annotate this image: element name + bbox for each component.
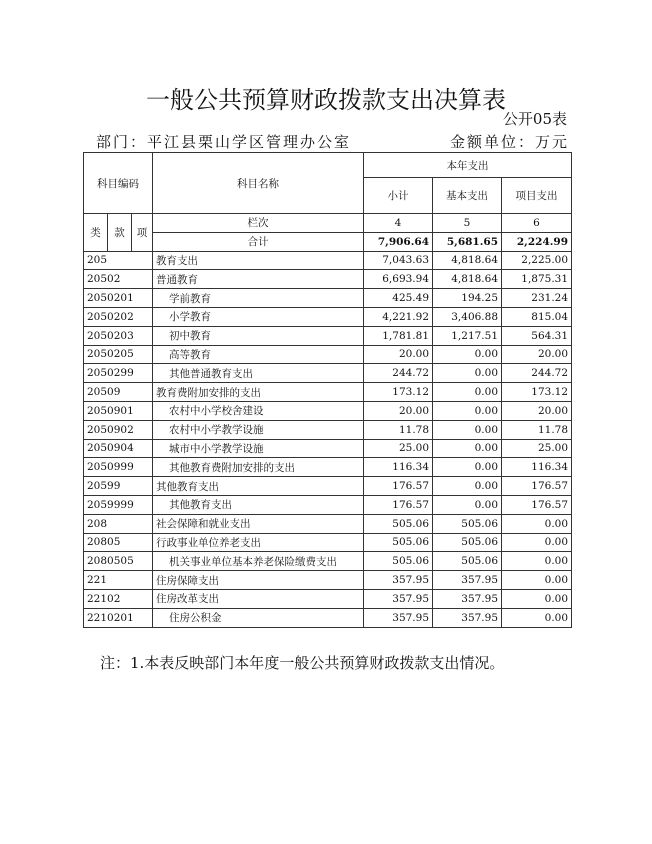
page-title: 一般公共预算财政拨款支出决算表	[146, 86, 506, 114]
table-row	[84, 514, 572, 533]
row-basic: 0.00	[433, 383, 502, 402]
row-basic: 505.06	[433, 514, 502, 533]
row-subtotal: 357.95	[364, 608, 433, 627]
row-code: 208	[84, 514, 153, 533]
table-row	[84, 552, 572, 571]
row-name: 其他教育支出	[153, 495, 364, 514]
header-current-year: 本年支出	[364, 153, 572, 178]
header-subtotal: 小计	[364, 178, 433, 214]
row-name: 农村中小学教学设施	[153, 420, 364, 439]
row-basic: 3,406.88	[433, 307, 502, 326]
total-label: 合计	[153, 232, 364, 251]
row-subtotal: 244.72	[364, 364, 433, 383]
row-basic: 0.00	[433, 401, 502, 420]
row-project: 0.00	[502, 533, 572, 552]
row-code: 20509	[84, 383, 153, 402]
row-project: 231.24	[502, 289, 572, 308]
row-code: 20805	[84, 533, 153, 552]
row-subtotal: 6,693.94	[364, 270, 433, 289]
row-code: 22102	[84, 589, 153, 608]
table-row	[84, 571, 572, 590]
row-code: 20502	[84, 270, 153, 289]
table-row	[84, 533, 572, 552]
total-project: 2,224.99	[502, 232, 572, 251]
row-subtotal: 176.57	[364, 495, 433, 514]
table-row	[84, 589, 572, 608]
row-name: 学前教育	[153, 289, 364, 308]
row-basic: 357.95	[433, 589, 502, 608]
row-code: 2050902	[84, 420, 153, 439]
total-basic: 5,681.65	[433, 232, 502, 251]
table-row	[84, 439, 572, 458]
row-project: 244.72	[502, 364, 572, 383]
row-code: 2050299	[84, 364, 153, 383]
footnote: 注：1.本表反映部门本年度一般公共预算财政拨款支出情况。	[100, 654, 505, 672]
unit-label: 金额单位：万元	[449, 133, 569, 151]
table-row	[84, 289, 572, 308]
table-row	[84, 307, 572, 326]
row-code: 2050904	[84, 439, 153, 458]
table-row	[84, 608, 572, 627]
row-name: 普通教育	[153, 270, 364, 289]
row-basic: 0.00	[433, 495, 502, 514]
row-name: 高等教育	[153, 345, 364, 364]
row-name: 初中教育	[153, 326, 364, 345]
row-code: 2059999	[84, 495, 153, 514]
header-name: 科目名称	[153, 153, 364, 214]
row-project: 20.00	[502, 345, 572, 364]
row-name: 其他普通教育支出	[153, 364, 364, 383]
row-basic: 0.00	[433, 439, 502, 458]
row-project: 20.00	[502, 401, 572, 420]
row-name: 住房改革支出	[153, 589, 364, 608]
table-row	[84, 458, 572, 477]
row-code: 2080505	[84, 552, 153, 571]
row-basic: 1,217.51	[433, 326, 502, 345]
department-label: 部门：平江县栗山学区管理办公室	[96, 133, 352, 151]
row-subtotal: 357.95	[364, 571, 433, 590]
row-project: 815.04	[502, 307, 572, 326]
row-basic: 357.95	[433, 571, 502, 590]
row-subtotal: 505.06	[364, 514, 433, 533]
row-project: 0.00	[502, 571, 572, 590]
table-row	[84, 270, 572, 289]
row-subtotal: 505.06	[364, 552, 433, 571]
row-project: 0.00	[502, 589, 572, 608]
row-code: 2050205	[84, 345, 153, 364]
row-project: 11.78	[502, 420, 572, 439]
row-project: 116.34	[502, 458, 572, 477]
row-subtotal: 173.12	[364, 383, 433, 402]
row-project: 25.00	[502, 439, 572, 458]
row-name: 其他教育支出	[153, 477, 364, 496]
row-project: 173.12	[502, 383, 572, 402]
row-project: 2,225.00	[502, 251, 572, 270]
header-kuan: 款	[108, 214, 132, 252]
row-subtotal: 20.00	[364, 401, 433, 420]
row-basic: 4,818.64	[433, 251, 502, 270]
row-basic: 0.00	[433, 364, 502, 383]
row-name: 社会保障和就业支出	[153, 514, 364, 533]
row-project: 176.57	[502, 495, 572, 514]
table-row	[84, 420, 572, 439]
table-row	[84, 495, 572, 514]
total-subtotal: 7,906.64	[364, 232, 433, 251]
column-no-label: 栏次	[153, 214, 364, 233]
row-basic: 357.95	[433, 608, 502, 627]
row-name: 行政事业单位养老支出	[153, 533, 364, 552]
table-row	[84, 345, 572, 364]
row-subtotal: 1,781.81	[364, 326, 433, 345]
row-name: 城市中小学教学设施	[153, 439, 364, 458]
row-code: 20599	[84, 477, 153, 496]
table-row	[84, 401, 572, 420]
row-name: 农村中小学校舍建设	[153, 401, 364, 420]
row-basic: 0.00	[433, 477, 502, 496]
row-subtotal: 20.00	[364, 345, 433, 364]
row-name: 教育支出	[153, 251, 364, 270]
row-subtotal: 357.95	[364, 589, 433, 608]
row-code: 221	[84, 571, 153, 590]
header-code: 科目编码	[84, 153, 153, 214]
table-row	[84, 251, 572, 270]
row-project: 564.31	[502, 326, 572, 345]
row-basic: 0.00	[433, 420, 502, 439]
table-number: 公开05表	[502, 110, 567, 128]
table-row	[84, 364, 572, 383]
row-project: 0.00	[502, 552, 572, 571]
row-name: 教育费附加安排的支出	[153, 383, 364, 402]
row-name: 住房保障支出	[153, 571, 364, 590]
row-code: 2050203	[84, 326, 153, 345]
row-subtotal: 11.78	[364, 420, 433, 439]
row-basic: 505.06	[433, 552, 502, 571]
table-row	[84, 383, 572, 402]
header-xiang: 项	[132, 214, 153, 252]
row-project: 1,875.31	[502, 270, 572, 289]
row-code: 205	[84, 251, 153, 270]
row-subtotal: 116.34	[364, 458, 433, 477]
row-name: 小学教育	[153, 307, 364, 326]
row-subtotal: 505.06	[364, 533, 433, 552]
row-subtotal: 7,043.63	[364, 251, 433, 270]
row-subtotal: 176.57	[364, 477, 433, 496]
header-project: 项目支出	[502, 178, 572, 214]
table-row	[84, 326, 572, 345]
table-row	[84, 477, 572, 496]
row-code: 2050202	[84, 307, 153, 326]
row-code: 2050999	[84, 458, 153, 477]
row-name: 住房公积金	[153, 608, 364, 627]
column-no-5: 5	[433, 214, 502, 233]
row-subtotal: 4,221.92	[364, 307, 433, 326]
column-no-4: 4	[364, 214, 433, 233]
row-basic: 4,818.64	[433, 270, 502, 289]
row-name: 机关事业单位基本养老保险缴费支出	[153, 552, 364, 571]
row-code: 2050901	[84, 401, 153, 420]
row-project: 0.00	[502, 608, 572, 627]
row-name: 其他教育费附加安排的支出	[153, 458, 364, 477]
row-project: 0.00	[502, 514, 572, 533]
header-lei: 类	[84, 214, 108, 252]
header-basic: 基本支出	[433, 178, 502, 214]
row-project: 176.57	[502, 477, 572, 496]
row-subtotal: 425.49	[364, 289, 433, 308]
row-subtotal: 25.00	[364, 439, 433, 458]
row-basic: 0.00	[433, 345, 502, 364]
row-code: 2050201	[84, 289, 153, 308]
row-basic: 505.06	[433, 533, 502, 552]
row-basic: 0.00	[433, 458, 502, 477]
column-no-6: 6	[502, 214, 572, 233]
expenditure-table	[83, 152, 572, 628]
row-code: 2210201	[84, 608, 153, 627]
row-basic: 194.25	[433, 289, 502, 308]
